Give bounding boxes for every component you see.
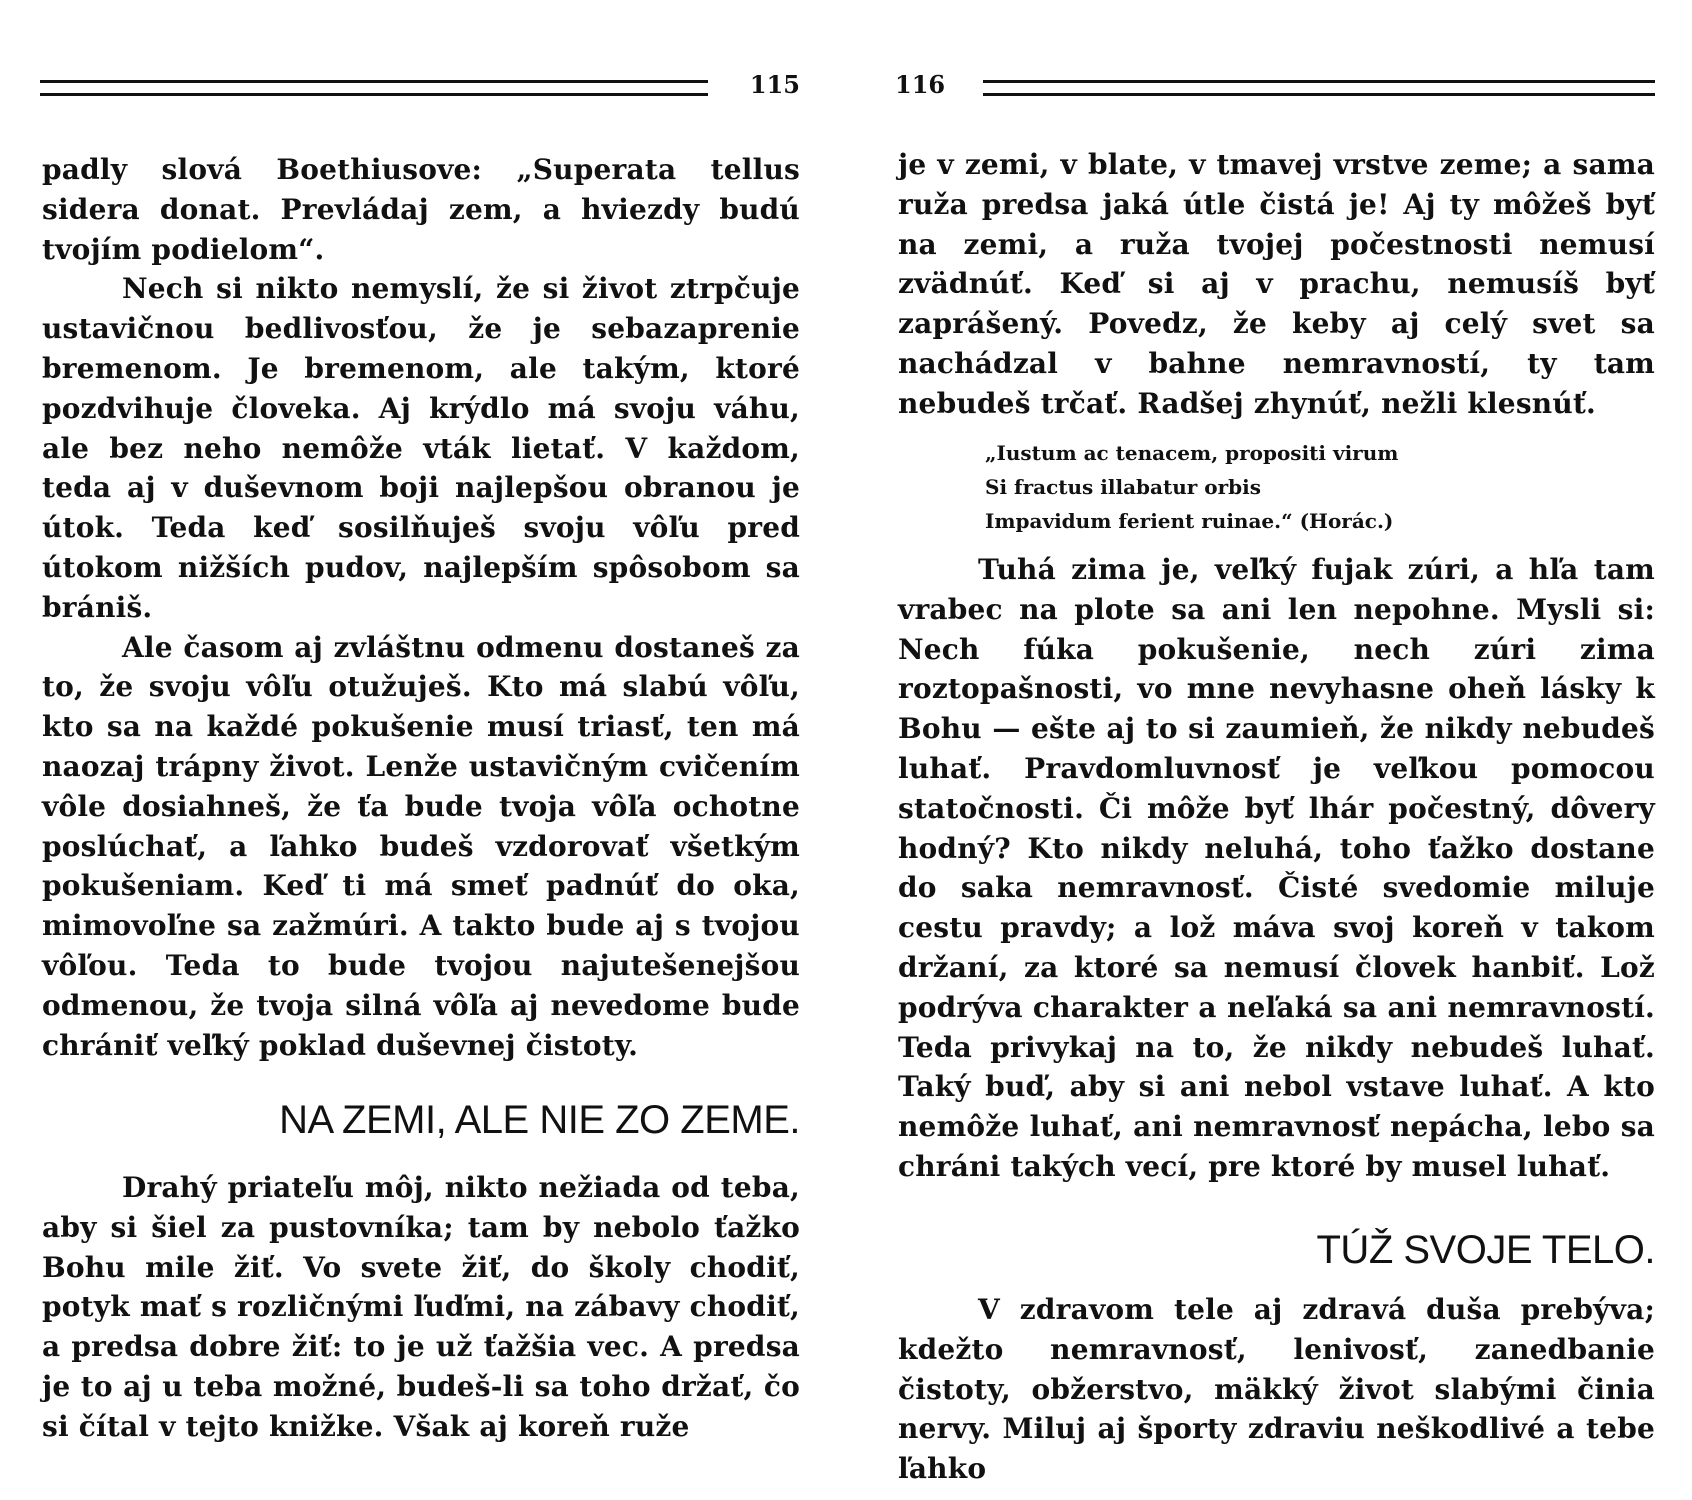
page-number-left: 115 bbox=[749, 70, 800, 99]
left-page-header bbox=[40, 70, 800, 110]
section-heading-right: TÚŽ SVOJE TELO. bbox=[1316, 1228, 1655, 1272]
header-rule bbox=[983, 80, 1655, 96]
paragraph: padly slová Boethiusove: „Superata tellus sidera donat. Prevládaj zem, a hviezdy budú tvojím podielom“. bbox=[42, 153, 800, 266]
right-page-top-text bbox=[898, 145, 1655, 424]
latin-quote bbox=[985, 436, 1585, 538]
header-rule bbox=[40, 80, 708, 96]
right-page-header bbox=[895, 70, 1655, 110]
paragraph: V zdravom tele aj zdravá duša prebýva; kdežto nemravnosť, lenivosť, zanedbanie čistoty, obžerstvo, mäkký život slabými činia nervy. Miluj aj športy zdraviu neškodlivé a tebe ľahko bbox=[898, 1293, 1655, 1486]
quote-line: „Iustum ac tenacem, propositi virum bbox=[985, 441, 1399, 465]
left-page-top-text bbox=[42, 150, 800, 1065]
left-page-bottom-text bbox=[42, 1168, 800, 1447]
right-page-bottom-text bbox=[898, 1290, 1655, 1489]
paragraph: Nech si nikto nemyslí, že si život ztrpčuje ustavičnou bedlivosťou, že je sebazaprenie bremenom. Je bremenom, ale takým, ktoré pozdvihuje človeka. Aj krýdlo má svoju váhu, ale bez neho nemôže vták lietať. V každom, teda aj v duševnom boji najlepšou obranou je útok. Teda keď sosilňuješ svoju vôľu pred útokom nižších pudov, najlepším spôsobom sa brániš. bbox=[42, 272, 800, 624]
page-number-right: 116 bbox=[895, 70, 946, 99]
section-heading-left: NA ZEMI, ALE NIE ZO ZEME. bbox=[279, 1098, 800, 1142]
paragraph: Tuhá zima je, veľký fujak zúri, a hľa tam vrabec na plote sa ani len nepohne. Mysli si: Nech fúka pokušenie, nech zúri zima roztopašnosti, vo mne nevyhasne oheň lásky k Bohu — ešte aj to si zaumieň, že nikdy nebudeš luhať. Pravdomluvnosť je veľkou pomocou statočnosti. Či môže byť lhár počestný, dôvery hodný? Kto nikdy neluhá, toho ťažko dostane do saka nemravnosť. Čisté svedomie miluje cestu pravdy; a lož máva svoj koreň v takom držaní, za ktoré sa nemusí človek hanbiť. Lož podrýva charakter a neľaká sa ani nemravností. Teda privykaj na to, že nikdy nebudeš luhať. Taký buď, aby si ani nebol vstave luhať. A kto nemôže luhať, ani nemravnosť nepácha, lebo sa chráni takých vecí, pre ktoré by musel luhať. bbox=[898, 553, 1655, 1183]
quote-line: Impavidum ferient ruinae.“ (Horác.) bbox=[985, 509, 1394, 533]
paragraph: Drahý priateľu môj, nikto nežiada od teba, aby si šiel za pustovníka; tam by nebolo ťažko Bohu mile žiť. Vo svete žiť, do školy chodiť, potyk mať s rozličnými ľuďmi, na zábavy chodiť, a predsa dobre žiť: to je už ťažšia vec. A predsa je to aj u teba možné, budeš-li sa toho držať, čo si čítal v tejto knižke. Však aj koreň ruže bbox=[42, 1171, 800, 1443]
paragraph: Ale časom aj zvláštnu odmenu dostaneš za to, že svoju vôľu otužuješ. Kto má slabú vôľu, kto sa na každé pokušenie musí triasť, ten má naozaj trápny život. Lenže ustavičným cvičením vôle dosiahneš, že ťa bude tvoja vôľa ochotne poslúchať, a ľahko budeš vzdorovať všetkým pokušeniam. Keď ti má smeť padnúť do oka, mimovoľne sa zažmúri. A takto bude aj s tvojou vôľou. Teda to bude tvojou najutešenejšou odmenou, že tvoja silná vôľa aj nevedome bude chrániť veľký poklad duševnej čistoty. bbox=[42, 630, 800, 1062]
quote-line: Si fractus illabatur orbis bbox=[985, 475, 1261, 499]
paragraph: je v zemi, v blate, v tmavej vrstve zeme; a sama ruža predsa jaká útle čistá je! Aj ty môžeš byť na zemi, a ruža tvojej počestnosti nemusí zvädnúť. Keď si aj v prachu, nemusíš byť zaprášený. Povedz, že keby aj celý svet sa nachádzal v bahne nemravností, ty tam nebudeš trčať. Radšej zhynúť, nežli klesnúť. bbox=[898, 148, 1655, 420]
right-page-middle-text bbox=[898, 550, 1655, 1187]
